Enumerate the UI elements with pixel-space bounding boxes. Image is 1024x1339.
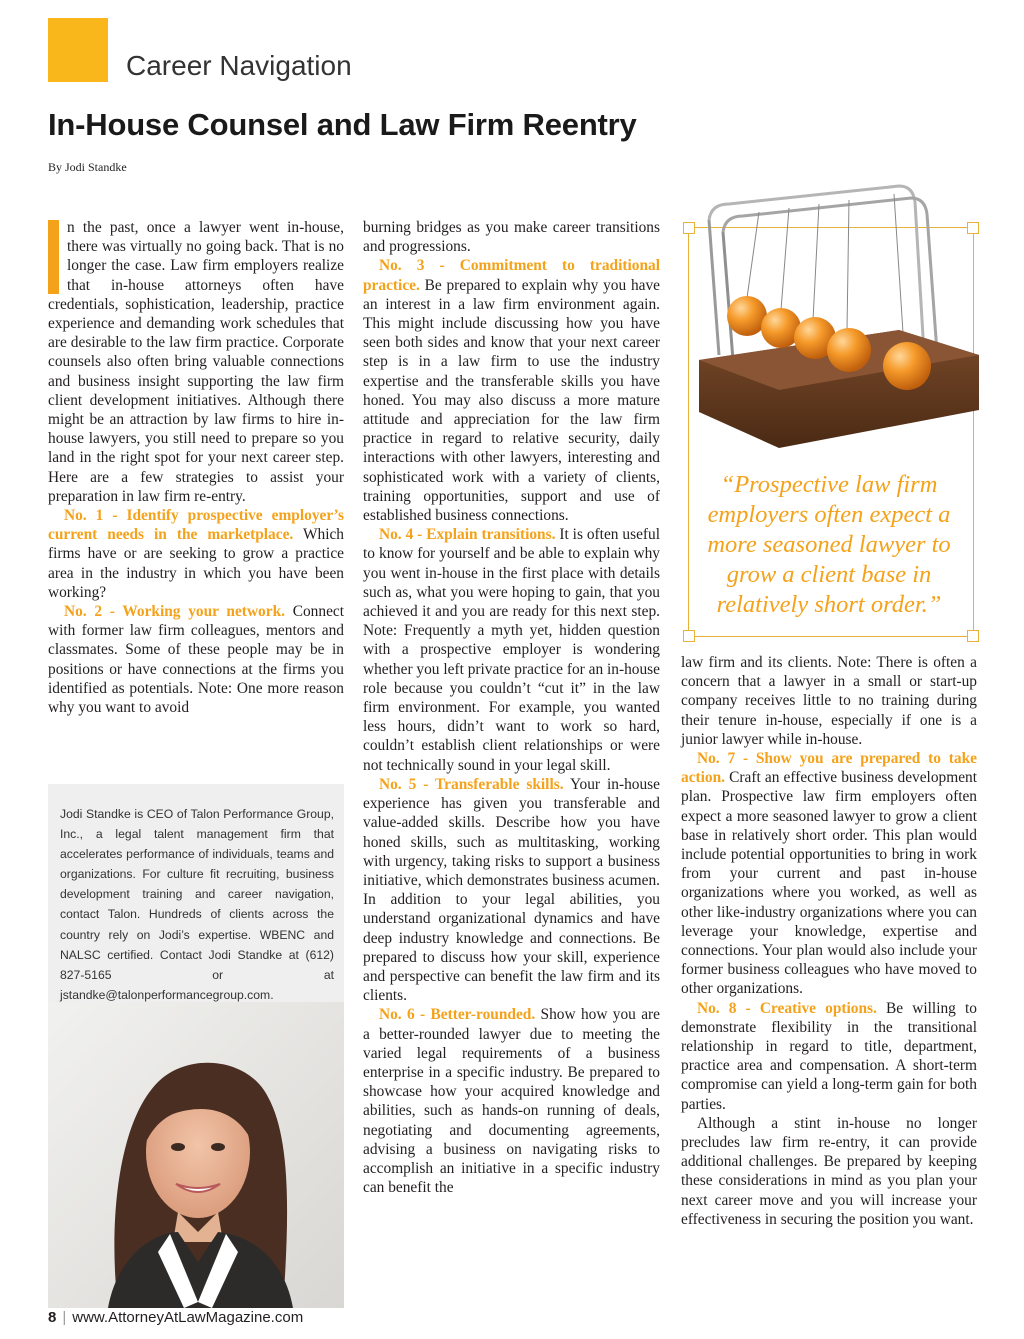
- paragraph-text: Be prepared to explain why you have an interest in a law firm environment again. This might include discussing how you have seen both sides and know that your next career step is in a law firm to use the industry expertise and the transferable skills you have honed. You may also discuss a more mature attitude and appreciation for the law firm practice in regard to relative security, daily interactions with other lawyers, interesting and sophisticated work with a variety of clients, training opportunities, support and use of established business connections.: [363, 276, 660, 525]
- author-portrait: [48, 1002, 344, 1308]
- drop-cap: [48, 220, 59, 294]
- strategy-paragraph: [681, 999, 977, 1114]
- article-headline: In-House Counsel and Law Firm Reentry: [48, 107, 637, 142]
- paragraph-text: It is often useful to know for yourself and be able to explain why you went in-house in the first place with details such as, what you were hoping to gain, that you achieved it and you are ready for this next step. Note: Frequently a myth yet, hidden question with a prospective employer is wondering whether you left private practice for an in-house role because you couldn’t “cut it” in the law firm environment. For example, you wanted less hours, didn’t want to work so hard, couldn’t establish client relationships or were not technically sound in your legal skill.: [363, 526, 660, 774]
- strategy-heading: No. 6 - Better-rounded.: [379, 1006, 536, 1024]
- paragraph-text: Which firms have or are seeking to grow a practice area in the industry in which you have been working?: [48, 526, 344, 601]
- strategy-paragraph: [363, 256, 660, 525]
- strategy-paragraph: [363, 1005, 660, 1197]
- footer-divider: |: [62, 1309, 67, 1326]
- strategy-paragraph: [48, 506, 344, 602]
- strategy-heading: No. 2 - Working your network.: [64, 603, 285, 621]
- magazine-website-link[interactable]: www.AttorneyAtLawMagazine.com: [72, 1309, 304, 1326]
- strategy-paragraph: [363, 525, 660, 775]
- section-accent-bar: [48, 18, 108, 82]
- strategy-heading: No. 1 - Identify prospective employer’s current needs in the marketplace.: [48, 507, 344, 544]
- author-bio-box: [48, 784, 344, 1308]
- paragraph-text: n the past, once a lawyer went in-house, there was virtually no going back. That is no longer the case. Law firm employers realize that in-house attorneys often have credentials, sophistication, leadership, practice experience and demanding work schedules that are desirable to the law firm practice. Corporate counsels also often bring valuable connections and business insight supporting the law firm client development initiatives. Although there might be an attraction by law firms to hire in-house lawyers, you still need to prepare so you land in the right spot for your next career step. Here are a few strategies to assist your preparation in law firm re-entry.: [48, 219, 344, 505]
- paragraph-text: Although a stint in-house no longer precludes law firm re-entry, it can provide additional challenges. Be prepared by keeping these considerations in mind as you plan your next career move and you will increase your effectiveness in securing the position you want.: [681, 1114, 977, 1228]
- paragraph-text: Be willing to demonstrate flexibility in the transitional relationship in regard to title, department, practice area and compensation. A short-term compromise can yield a long-term gain for both parties.: [681, 999, 977, 1113]
- frame-corner: [967, 630, 979, 642]
- paragraph-text: law firm and its clients. Note: There is often a concern that a lawyer in a small or start-up company receives little to no training during their tenure in-house, especially if one is a junior lawyer while in-house.: [681, 654, 977, 748]
- author-bio-text: Jodi Standke is CEO of Talon Performance Group, Inc., a legal talent management firm that accelerates performance of individuals, teams and organizations. For culture fit recruiting, business development training and career navigation, contact Talon. Hundreds of clients across the country rely on Jodi’s expertise. WBENC and NALSC certified. Contact Jodi Standke at (612) 827-5165 or at jstandke@talonperformancegroup.com.: [60, 807, 334, 1002]
- article-column-3: [681, 653, 977, 1229]
- paragraph-text: Connect with former law firm colleagues, mentors and classmates. Some of these people may be in positions or have connections at the firms you identified as potentials. Note: One more reason why you want to avoid: [48, 603, 345, 717]
- strategy-heading: No. 5 - Transferable skills.: [379, 775, 564, 793]
- section-label: Career Navigation: [126, 50, 352, 81]
- byline: By Jodi Standke: [48, 160, 127, 174]
- newtons-cradle-image: [689, 180, 979, 450]
- intro-paragraph: [48, 218, 344, 506]
- paragraph-text: Show how you are a better-rounded lawyer due to meeting the varied legal requirements of a business enterprise in a specific industry. Be prepared to showcase how your acquired knowledge and abilities, such as hands-on running of deals, negotiating and documenting agreements, advising a business on navigating risks to accomplish an initiative in a specific industry can benefit the: [363, 1006, 660, 1197]
- article-column-2: [363, 218, 660, 1197]
- pull-quote: “Prospective law firm employers often expect a more seasoned lawyer to grow a client base in relatively short order.”: [707, 471, 951, 618]
- article-column-1: [48, 218, 344, 717]
- page-number: 8: [48, 1309, 57, 1326]
- paragraph-text: Craft an effective business development plan. Prospective law firm employers often expect a more seasoned lawyer to grow a client base in relatively short order. This plan would include potential opportunities to bring in work from your current and past in-house organizations where you worked, as well as other like-industry organizations where you can leverage your knowledge, expertise and connections. Your plan would also include your former business colleagues who have moved to other organizations.: [681, 769, 977, 998]
- strategy-heading: No. 7 - Show you are prepared to take action.: [681, 750, 977, 787]
- strategy-heading: No. 4 - Explain transitions.: [379, 526, 556, 544]
- paragraph: [681, 653, 977, 749]
- paragraph-text: burning bridges as you make career transitions and progressions.: [363, 219, 660, 256]
- page-footer: [48, 1309, 303, 1326]
- strategy-paragraph: [681, 749, 977, 999]
- strategy-paragraph: [363, 775, 660, 1005]
- strategy-heading: No. 3 - Commitment to traditional practice.: [363, 257, 660, 294]
- frame-corner: [683, 630, 695, 642]
- paragraph-text: Your in-house experience has given you transferable and value-added skills. Describe how you have honed skills, such as multitasking, working with urgency, taking risks to support a business initiative, which demonstrates business acumen. In addition to your legal abilities, you understand organizational dynamics and have deep industry knowledge and connections. Be prepared to discuss how your skill, experience and perspective can benefit the law firm and its clients.: [363, 775, 661, 1005]
- closing-paragraph: [681, 1114, 977, 1229]
- strategy-heading: No. 8 - Creative options.: [697, 999, 877, 1017]
- paragraph: [363, 218, 660, 256]
- strategy-paragraph: [48, 602, 344, 717]
